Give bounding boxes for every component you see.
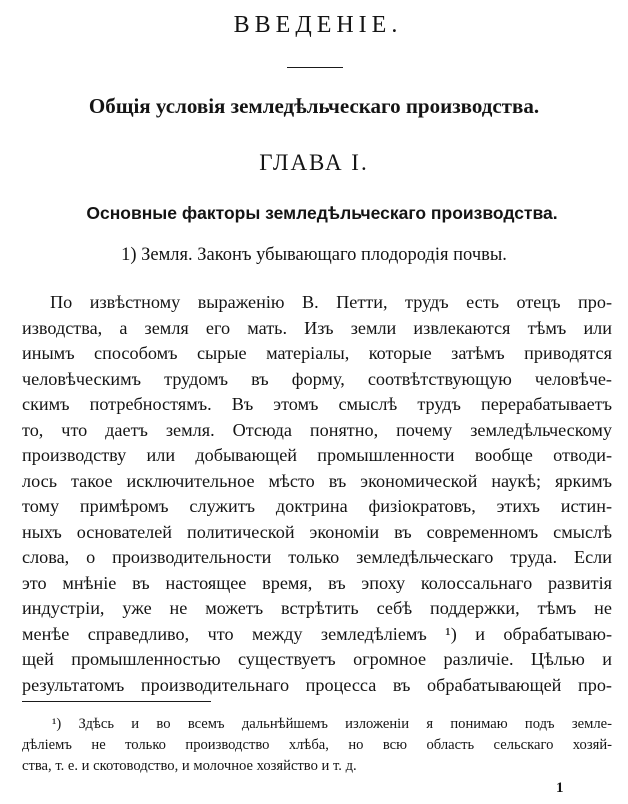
body-line: то, что даетъ земля. Отсюда понятно, почему земледѣльческому bbox=[22, 419, 612, 440]
body-line: инымъ способомъ сырые матеріалы, которые затѣмъ приводятся bbox=[22, 343, 612, 363]
body-paragraph bbox=[22, 290, 612, 698]
body-line: результатомъ производительнаго процесса въ обрабатывающей про- bbox=[22, 674, 612, 695]
footnote-separator bbox=[22, 701, 211, 702]
body-line: человѣческимъ трудомъ въ форму, соотвѣтствующую человѣче- bbox=[22, 368, 612, 389]
body-line: слова, о производительности только земледѣльческаго труда. Если bbox=[22, 547, 612, 567]
body-line: это мнѣніе въ настоящее время, въ эпоху колоссальнаго развитія bbox=[22, 572, 612, 593]
body-line: ныхъ основателей политической экономіи въ современномъ смыслѣ bbox=[22, 521, 612, 542]
footnote bbox=[22, 714, 612, 777]
body-line: тому примѣромъ служитъ доктрина физіократовъ, этихъ истин- bbox=[22, 496, 612, 516]
body-line: По извѣстному выраженію В. Петти, трудъ есть отецъ про- bbox=[50, 292, 612, 312]
page-number: 1 bbox=[556, 780, 564, 796]
body-line: производству или добывающей промышленности вообще отводи- bbox=[22, 445, 612, 465]
body-line: индустріи, уже не можетъ встрѣтить себѣ поддержки, тѣмъ не bbox=[22, 598, 612, 618]
footnote-line: дѣліемъ не только производство хлѣба, но всю область сельскаго хозяй- bbox=[22, 737, 612, 753]
body-line: щей промышленностью существуетъ огромное различіе. Цѣлью и bbox=[22, 649, 612, 669]
body-line: изводства, а земля его мать. Изъ земли извлекаются тѣмъ или bbox=[22, 317, 612, 338]
heading-rule bbox=[287, 67, 343, 68]
chapter-subtitle: Основные факторы земледѣльческаго производства. bbox=[86, 203, 558, 223]
chapter-heading: ГЛАВА I. bbox=[259, 150, 369, 175]
body-line: менѣе справедливо, что между земледѣліемъ ¹) и обрабатываю- bbox=[22, 623, 612, 644]
footnote-line: ¹) Здѣсь и во всемъ дальнѣйшемъ изложеніи я понимаю подъ земле- bbox=[52, 716, 612, 732]
body-line: скимъ потребностямъ. Въ этомъ смыслѣ трудъ перерабатываетъ bbox=[22, 394, 612, 414]
section-heading: Общія условія земледѣльческаго производства. bbox=[88, 94, 540, 118]
footnote-line: ства, т. е. и скотоводство, и молочное хозяйство и т. д. bbox=[22, 758, 357, 774]
body-line: лось такое исключительное мѣсто въ экономической наукѣ; яркимъ bbox=[22, 470, 612, 491]
introduction-heading: ВВЕДЕНІЕ. bbox=[233, 12, 403, 38]
subsection-heading: 1) Земля. Законъ убывающаго плодородія почвы. bbox=[121, 245, 507, 265]
